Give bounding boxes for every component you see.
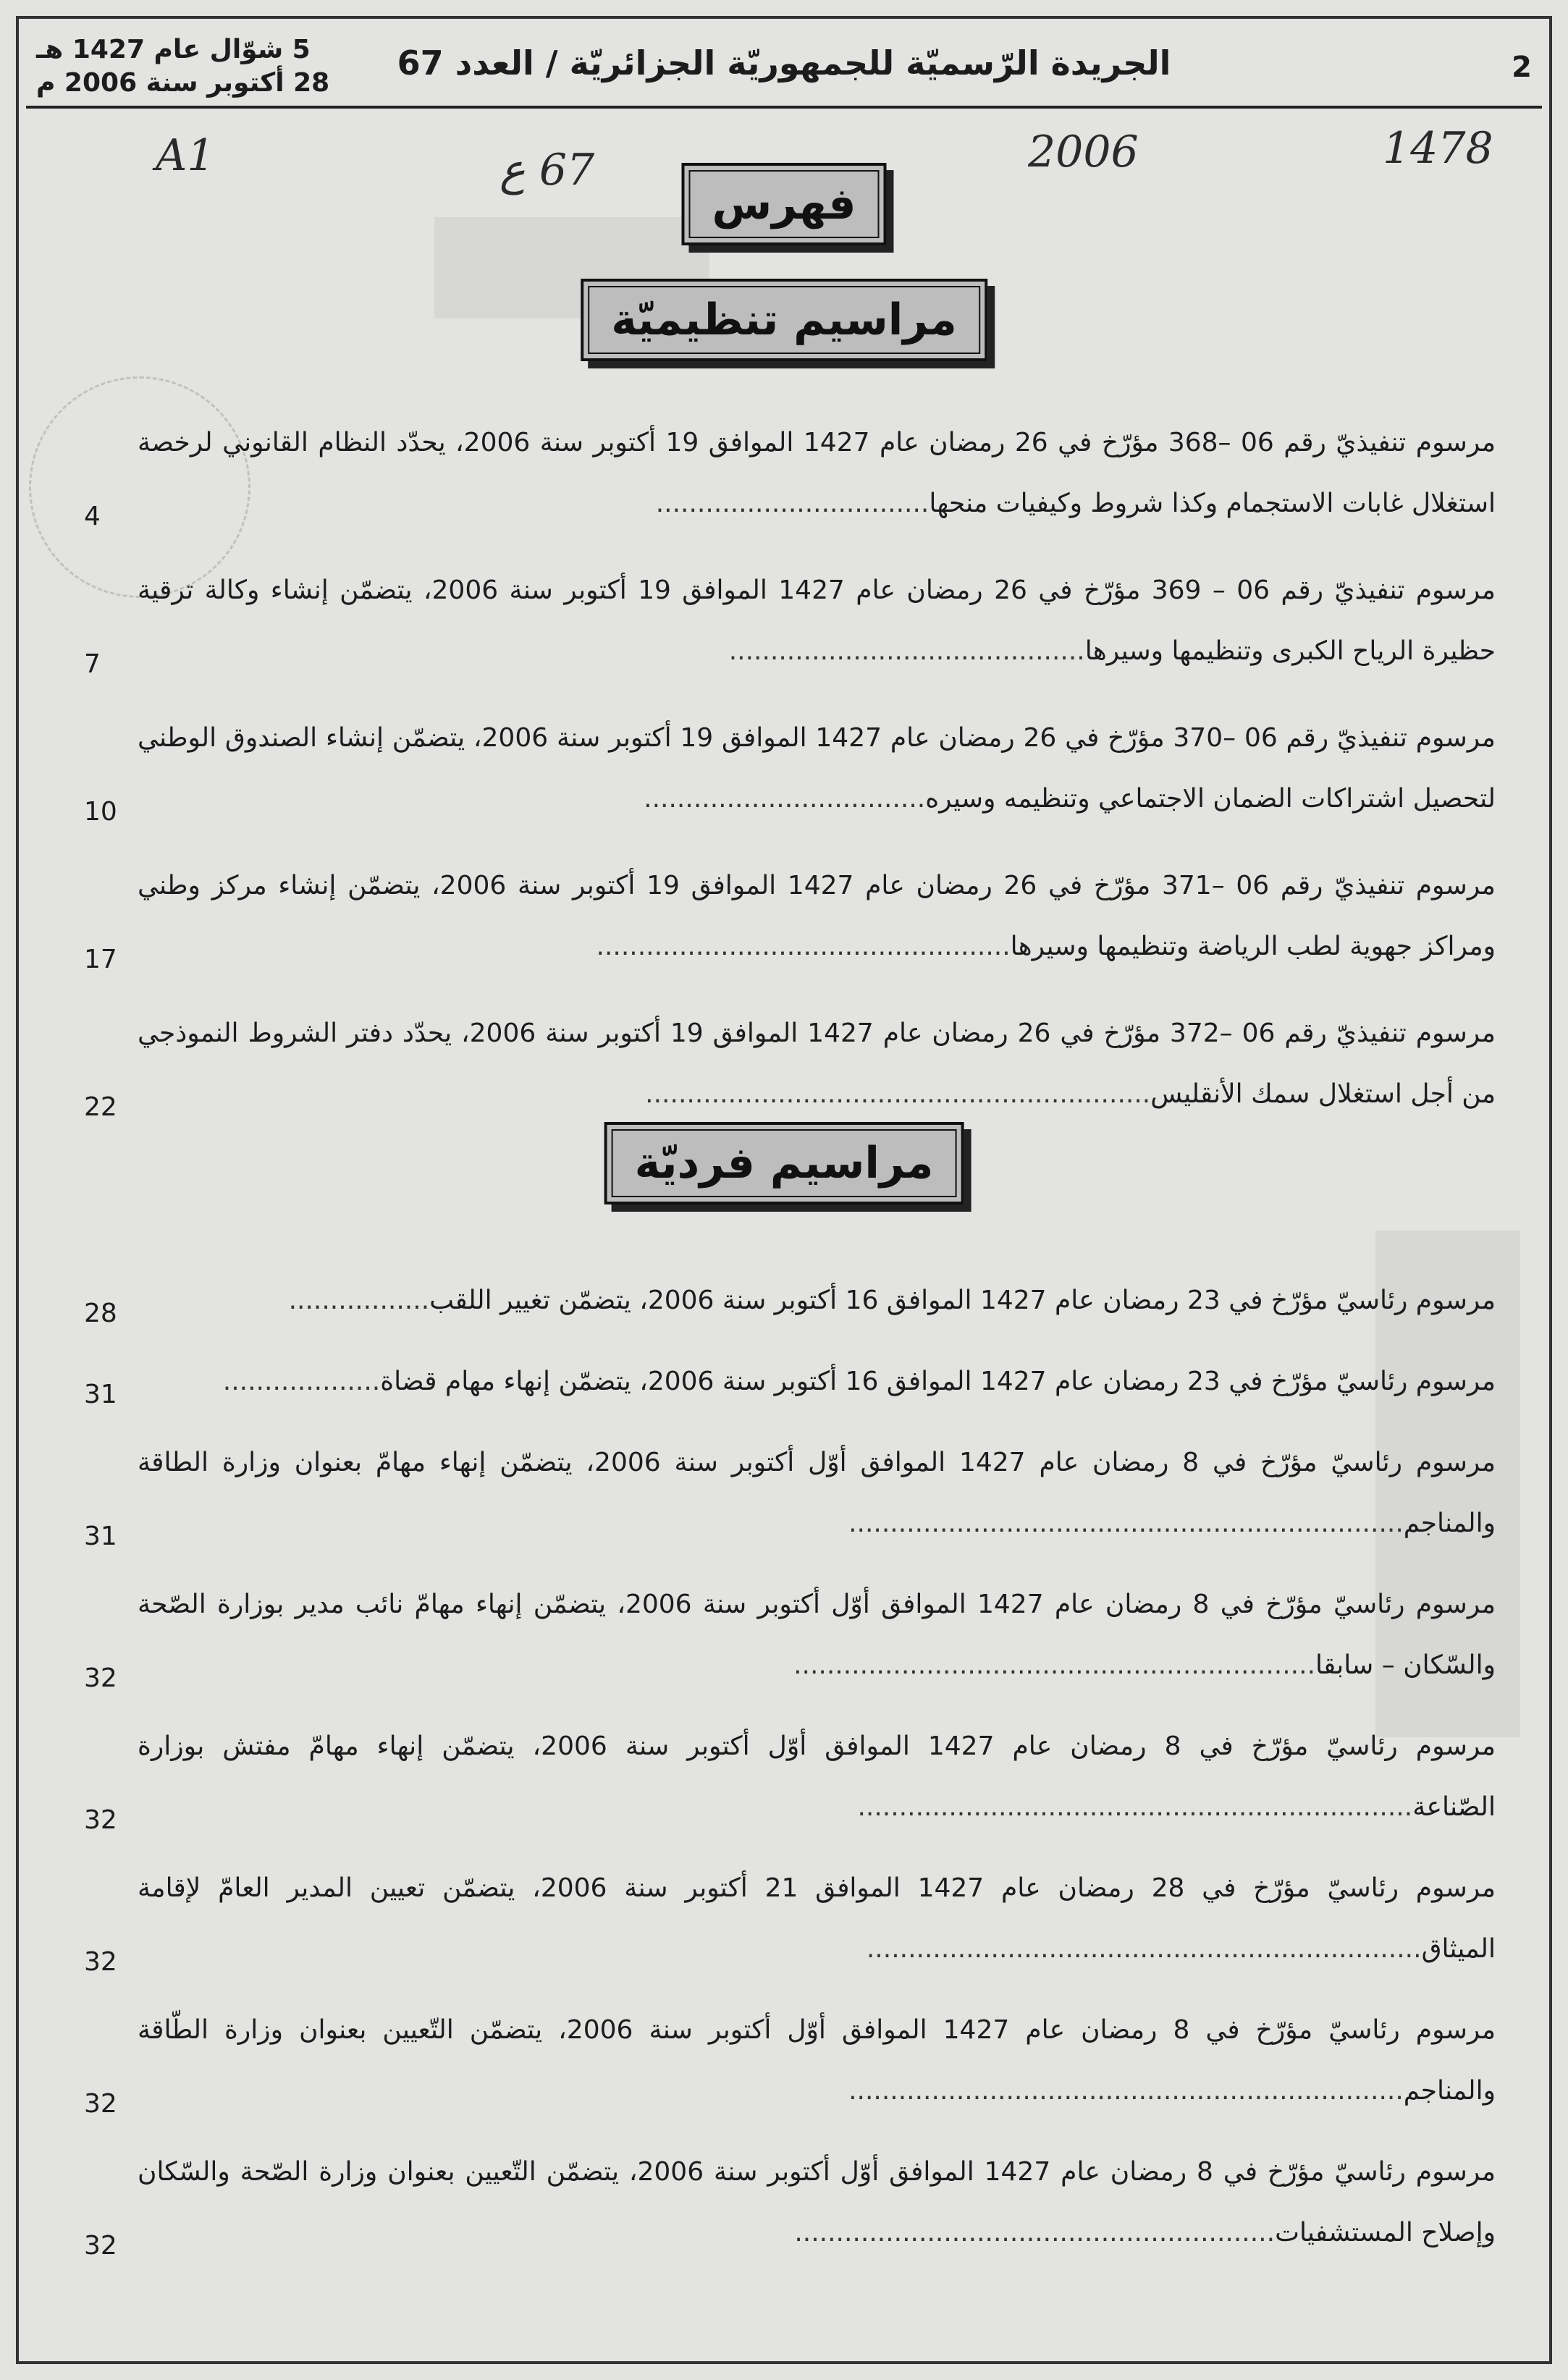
individual-decrees-list bbox=[84, 1270, 1496, 2263]
toc-entry[interactable]: مرسوم تنفيذيّ رقم 06 –370 مؤرّخ في 26 رمضان عام 1427 الموافق 19 أكتوبر سنة 2006، يتضمّن إنشاء الصندوق الوطني لتحصيل اشتراكات الضمان الاجتماعي وتنظيمه وسيره.................................. 10 bbox=[84, 723, 1496, 827]
entry-text: مرسوم تنفيذيّ رقم 06 –371 مؤرّخ في 26 رمضان عام 1427 الموافق 19 أكتوبر سنة 2006، يتضمّن إنشاء مركز وطني ومراكز جهوية لطب الرياضة وتنظيمها وسيرها bbox=[138, 871, 1496, 961]
entry-page-number: 32 bbox=[84, 2089, 117, 2119]
toc-entry[interactable]: مرسوم رئاسيّ مؤرّخ في 8 رمضان عام 1427 الموافق أوّل أكتوبر سنة 2006، يتضمّن التّعيين بعنوان وزارة الطّاقة والمناجم................................................................... 32 bbox=[84, 2015, 1496, 2119]
handwritten-mark-left: A1 bbox=[156, 130, 215, 181]
section-title-box bbox=[604, 1122, 964, 1204]
entry-page-number: 17 bbox=[84, 945, 117, 974]
entry-text: مرسوم رئاسيّ مؤرّخ في 8 رمضان عام 1427 الموافق أوّل أكتوبر سنة 2006، يتضمّن إنهاء مهامّ نائب مدير بوزارة الصّحة والسّكان – سابقا bbox=[138, 1590, 1496, 1680]
entry-text: مرسوم رئاسيّ مؤرّخ في 23 رمضان عام 1427 الموافق 16 أكتوبر سنة 2006، يتضمّن إنهاء مهام قضاة bbox=[380, 1367, 1496, 1396]
entry-text: مرسوم تنفيذيّ رقم 06 –372 مؤرّخ في 26 رمضان عام 1427 الموافق 19 أكتوبر سنة 2006، يحدّد دفتر الشروط النموذجي من أجل استغلال سمك الأنقليس bbox=[138, 1018, 1496, 1109]
hijri-date: 5 شوّال عام 1427 هـ bbox=[36, 35, 311, 64]
toc-entry[interactable]: مرسوم تنفيذيّ رقم 06 – 369 مؤرّخ في 26 رمضان عام 1427 الموافق 19 أكتوبر سنة 2006، يتضمّن إنشاء وكالة ترقية حظيرة الرياح الكبرى وتنظيمها وسيرها........................................... 7 bbox=[84, 575, 1496, 679]
handwritten-mark-center: 67 ع bbox=[500, 145, 595, 195]
entry-text: مرسوم رئاسيّ مؤرّخ في 8 رمضان عام 1427 الموافق أوّل أكتوبر سنة 2006، يتضمّن إنهاء مهامّ مفتش بوزارة الصّناعة bbox=[138, 1731, 1496, 1822]
entry-page-number: 32 bbox=[84, 1805, 117, 1835]
entry-page-number: 28 bbox=[84, 1299, 117, 1328]
toc-entry[interactable]: مرسوم رئاسيّ مؤرّخ في 28 رمضان عام 1427 الموافق 21 أكتوبر سنة 2006، يتضمّن تعيين المدير العامّ لإقامة الميثاق................................................................... 32 bbox=[84, 1873, 1496, 1977]
entry-page-number: 32 bbox=[84, 1947, 117, 1977]
toc-entry[interactable]: مرسوم تنفيذيّ رقم 06 –368 مؤرّخ في 26 رمضان عام 1427 الموافق 19 أكتوبر سنة 2006، يحدّد النظام القانوني لرخصة استغلال غابات الاستجمام وكذا شروط وكيفيات منحها................................. 4 bbox=[84, 428, 1496, 531]
toc-entry[interactable]: مرسوم رئاسيّ مؤرّخ في 8 رمضان عام 1427 الموافق أوّل أكتوبر سنة 2006، يتضمّن التّعيين بعنوان وزارة الصّحة والسّكان وإصلاح المستشفيات.......................................................... 32 bbox=[84, 2157, 1496, 2261]
toc-entry[interactable]: مرسوم تنفيذيّ رقم 06 –371 مؤرّخ في 26 رمضان عام 1427 الموافق 19 أكتوبر سنة 2006، يتضمّن إنشاء مركز وطني ومراكز جهوية لطب الرياضة وتنظيمها وسيرها.................................................. 17 bbox=[84, 871, 1496, 974]
entry-text: مرسوم تنفيذيّ رقم 06 –370 مؤرّخ في 26 رمضان عام 1427 الموافق 19 أكتوبر سنة 2006، يتضمّن إنشاء الصندوق الوطني لتحصيل اشتراكات الضمان الاجتماعي وتنظيمه وسيره bbox=[138, 723, 1496, 814]
entry-page-number: 32 bbox=[84, 2231, 117, 2261]
entry-text: مرسوم رئاسيّ مؤرّخ في 28 رمضان عام 1427 الموافق 21 أكتوبر سنة 2006، يتضمّن تعيين المدير العامّ لإقامة الميثاق bbox=[138, 1873, 1496, 1964]
entry-page-number: 31 bbox=[84, 1380, 117, 1409]
toc-title: فهرس bbox=[688, 170, 879, 238]
handwritten-mark-right: 1478 bbox=[1383, 123, 1493, 174]
entry-text: مرسوم رئاسيّ مؤرّخ في 8 رمضان عام 1427 الموافق أوّل أكتوبر سنة 2006، يتضمّن إنهاء مهامّ بعنوان وزارة الطاقة والمناجم bbox=[138, 1448, 1496, 1538]
entry-text: مرسوم رئاسيّ مؤرّخ في 23 رمضان عام 1427 الموافق 16 أكتوبر سنة 2006، يتضمّن تغيير اللقب bbox=[429, 1286, 1496, 1315]
issue-date bbox=[36, 33, 329, 100]
entry-page-number: 10 bbox=[84, 797, 117, 827]
entry-page-number: 31 bbox=[84, 1522, 117, 1551]
entry-text: مرسوم تنفيذيّ رقم 06 – 369 مؤرّخ في 26 رمضان عام 1427 الموافق 19 أكتوبر سنة 2006، يتضمّن إنشاء وكالة ترقية حظيرة الرياح الكبرى وتنظيمها وسيرها bbox=[138, 575, 1496, 666]
entry-page-number: 22 bbox=[84, 1092, 117, 1122]
section-title-box bbox=[581, 279, 987, 361]
toc-title-box bbox=[681, 163, 886, 245]
handwritten-mark-year: 2006 bbox=[1028, 127, 1139, 177]
page-header bbox=[26, 26, 1542, 109]
entry-page-number: 7 bbox=[84, 649, 101, 679]
entry-text: مرسوم رئاسيّ مؤرّخ في 8 رمضان عام 1427 الموافق أوّل أكتوبر سنة 2006، يتضمّن التّعيين بعنوان وزارة الصّحة والسّكان وإصلاح المستشفيات bbox=[138, 2157, 1496, 2248]
page-number: 2 bbox=[1512, 51, 1532, 84]
entry-text: مرسوم تنفيذيّ رقم 06 –368 مؤرّخ في 26 رمضان عام 1427 الموافق 19 أكتوبر سنة 2006، يحدّد النظام القانوني لرخصة استغلال غابات الاستجمام وكذا شروط وكيفيات منحها bbox=[138, 428, 1496, 518]
toc-entry[interactable]: مرسوم تنفيذيّ رقم 06 –372 مؤرّخ في 26 رمضان عام 1427 الموافق 19 أكتوبر سنة 2006، يحدّد دفتر الشروط النموذجي من أجل استغلال سمك الأنقليس............................................................. 22 bbox=[84, 1018, 1496, 1122]
toc-entry[interactable]: مرسوم رئاسيّ مؤرّخ في 8 رمضان عام 1427 الموافق أوّل أكتوبر سنة 2006، يتضمّن إنهاء مهامّ مفتش بوزارة الصّناعة................................................................... 32 bbox=[84, 1731, 1496, 1835]
gazette-title: الجريدة الرّسميّة للجمهوريّة الجزائريّة / العدد 67 bbox=[397, 43, 1171, 83]
entry-text: مرسوم رئاسيّ مؤرّخ في 8 رمضان عام 1427 الموافق أوّل أكتوبر سنة 2006، يتضمّن التّعيين بعنوان وزارة الطّاقة والمناجم bbox=[138, 2015, 1496, 2106]
section-title-individual: مراسيم فرديّة bbox=[612, 1129, 957, 1197]
toc-entry[interactable]: مرسوم رئاسيّ مؤرّخ في 23 رمضان عام 1427 الموافق 16 أكتوبر سنة 2006، يتضمّن تغيير اللقب................. 28 bbox=[84, 1286, 1496, 1328]
entry-page-number: 4 bbox=[84, 502, 101, 531]
toc-entry[interactable]: مرسوم رئاسيّ مؤرّخ في 8 رمضان عام 1427 الموافق أوّل أكتوبر سنة 2006، يتضمّن إنهاء مهامّ نائب مدير بوزارة الصّحة والسّكان – سابقا............................................................... 32 bbox=[84, 1590, 1496, 1693]
entry-page-number: 32 bbox=[84, 1663, 117, 1693]
section-title-regulatory: مراسيم تنظيميّة bbox=[588, 286, 980, 354]
toc-entry[interactable]: مرسوم رئاسيّ مؤرّخ في 8 رمضان عام 1427 الموافق أوّل أكتوبر سنة 2006، يتضمّن إنهاء مهامّ بعنوان وزارة الطاقة والمناجم................................................................... 31 bbox=[84, 1448, 1496, 1551]
regulatory-decrees-list bbox=[84, 413, 1496, 1125]
toc-entry[interactable]: مرسوم رئاسيّ مؤرّخ في 23 رمضان عام 1427 الموافق 16 أكتوبر سنة 2006، يتضمّن إنهاء مهام قضاة................... 31 bbox=[84, 1367, 1496, 1409]
gregorian-date: 28 أكتوبر سنة 2006 م bbox=[36, 68, 330, 98]
